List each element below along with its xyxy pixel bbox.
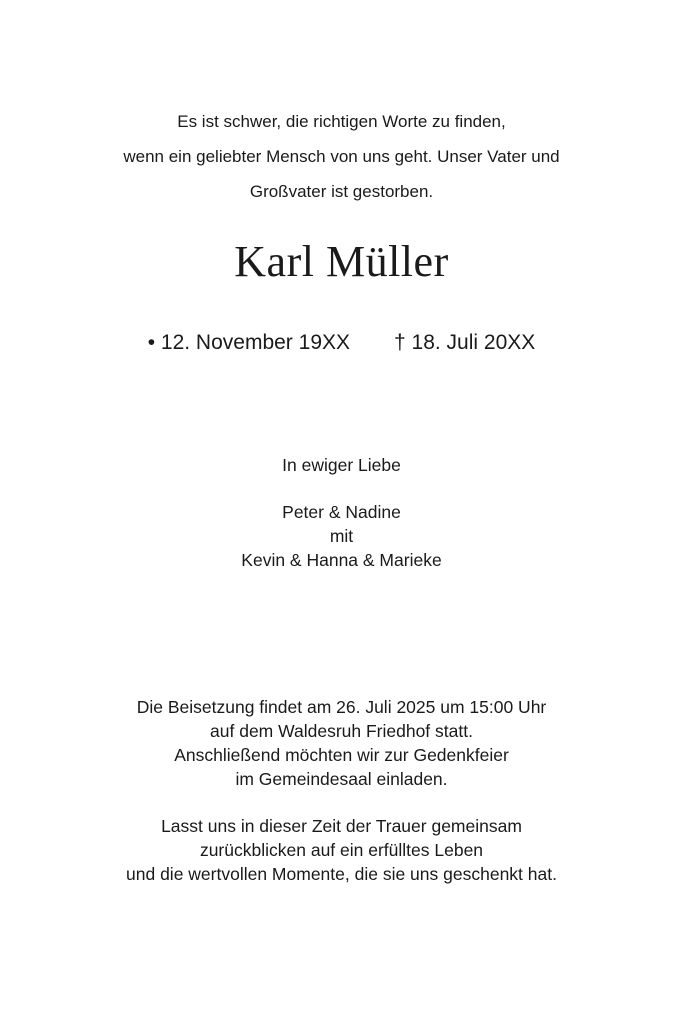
mourners-section	[0, 453, 683, 572]
ceremony-line: im Gemeindesaal einladen.	[235, 769, 448, 789]
intro-line: wenn ein geliebter Mensch von uns geht. Unser Vater und	[123, 147, 560, 166]
intro-line: Es ist schwer, die richtigen Worte zu finden,	[177, 112, 506, 131]
mourners-heading: In ewiger Liebe	[282, 455, 401, 475]
spacer	[0, 791, 683, 814]
mourners-names: Kevin & Hanna & Marieke	[241, 550, 442, 570]
mourners-names: Peter & Nadine	[282, 502, 401, 522]
ceremony-line: Anschließend möchten wir zur Gedenkfeier	[174, 745, 509, 765]
mourners-connector: mit	[329, 526, 354, 546]
closing-line: und die wertvollen Momente, die sie uns geschenkt hat.	[126, 864, 557, 884]
ceremony-line: Die Beisetzung findet am 26. Juli 2025 um 15:00 Uhr	[136, 697, 547, 717]
closing-line: Lasst uns in dieser Zeit der Trauer gemeinsam	[161, 816, 522, 836]
deceased-name: Karl Müller	[234, 237, 449, 286]
intro-text	[0, 104, 683, 209]
birth-date: • 12. November 19XX	[147, 331, 351, 354]
closing-line: zurückblicken auf ein erfülltes Leben	[199, 840, 484, 860]
life-dates	[0, 327, 683, 359]
ceremony-details	[0, 695, 683, 886]
ceremony-line: auf dem Waldesruh Friedhof statt.	[210, 721, 473, 741]
death-date: † 18. Juli 20XX	[394, 331, 536, 354]
spacer	[0, 477, 683, 500]
intro-line: Großvater ist gestorben.	[249, 182, 434, 201]
